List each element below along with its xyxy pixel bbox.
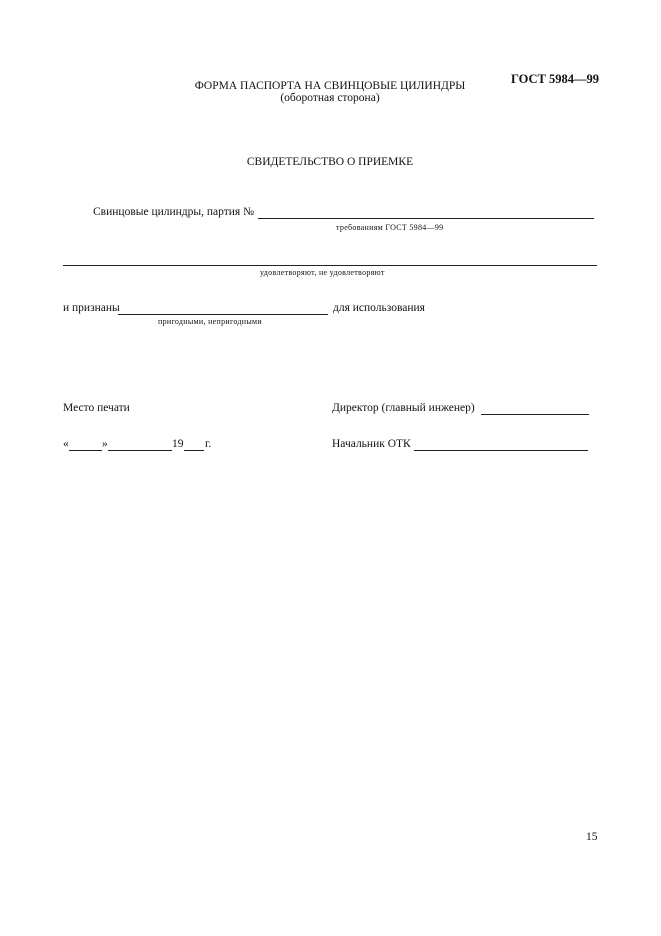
- batch-number-field[interactable]: [258, 218, 594, 219]
- compliance-field[interactable]: [63, 265, 597, 266]
- date-open-quote: «: [63, 438, 69, 450]
- form-title: ФОРМА ПАСПОРТА НА СВИНЦОВЫЕ ЦИЛИНДРЫ: [194, 80, 466, 92]
- date-year-field[interactable]: [184, 450, 204, 451]
- otk-label: Начальник ОТК: [332, 438, 411, 450]
- page-number: 15: [586, 831, 598, 843]
- compliance-caption: удовлетворяют, не удовлетворяют: [260, 268, 385, 277]
- batch-caption: требованиям ГОСТ 5984—99: [336, 223, 444, 232]
- recognized-caption: пригодными, непригодными: [158, 317, 263, 326]
- certificate-title: СВИДЕТЕЛЬСТВО О ПРИЕМКЕ: [246, 156, 414, 168]
- recognized-label: и признаны: [63, 302, 120, 314]
- date-month-field[interactable]: [108, 450, 172, 451]
- standard-header: ГОСТ 5984—99: [511, 72, 600, 86]
- recognized-suffix: для использования: [333, 302, 425, 314]
- date-day-field[interactable]: [69, 450, 102, 451]
- otk-signature-field[interactable]: [414, 450, 588, 451]
- date-close-quote: »: [102, 438, 108, 450]
- date-year-suffix: г.: [205, 438, 212, 450]
- recognized-field[interactable]: [118, 314, 328, 315]
- director-label: Директор (главный инженер): [332, 402, 475, 414]
- batch-label: Свинцовые цилиндры, партия №: [93, 206, 255, 218]
- form-subtitle: (оборотная сторона): [280, 92, 380, 104]
- director-signature-field[interactable]: [481, 414, 589, 415]
- seal-label: Место печати: [63, 402, 130, 414]
- date-year-prefix: 19: [172, 438, 184, 450]
